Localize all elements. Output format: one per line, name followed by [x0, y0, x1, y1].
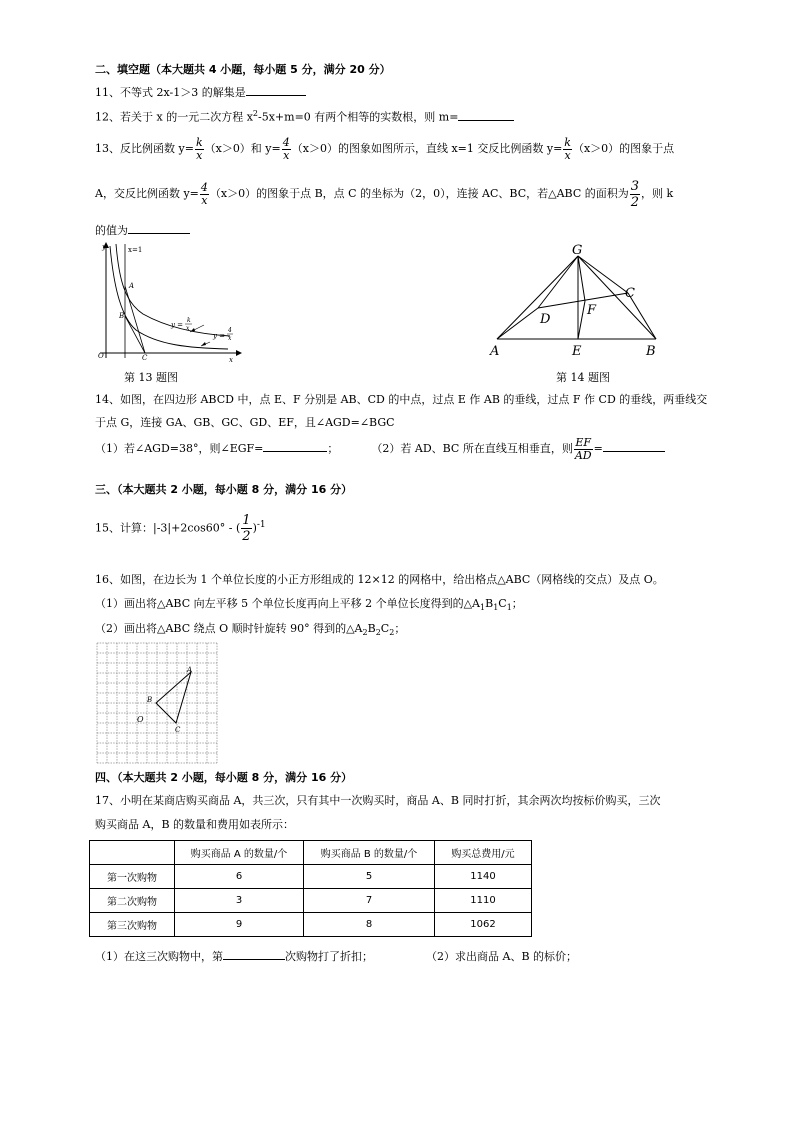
table-header-cell: 购买总费用/元: [435, 841, 532, 865]
q14-part-2: （2）若 AD、BC 所在直线互相垂直，则: [371, 442, 573, 455]
section-3-header: 三、（本大题共 2 小题，每小题 8 分，满分 16 分）: [95, 483, 353, 496]
table-cell: 1110: [435, 889, 532, 913]
q15-frac-1-over-2: $\frac{1}{2}$: [242, 513, 251, 545]
question-16-line-1: 16、如图，在边长为 1 个单位长度的小正方形组成的 12×12 的网格中，给出格点△ABC（网格线的交点）及点 O。: [95, 573, 664, 586]
q12-answer-blank[interactable]: [458, 109, 514, 121]
purchase-table: [89, 840, 532, 937]
fig13-caption: 第 13 题图: [124, 371, 178, 384]
fig14-segment-GC: [578, 256, 628, 293]
fig14-segment-GD: [538, 256, 578, 308]
fig14-segment-AD: [497, 308, 538, 339]
q13-l1-d: （x＞0）的图象于点: [572, 142, 675, 155]
section-2-header: 二、填空题（本大题共 4 小题，每小题 5 分，满分 20 分）: [95, 63, 391, 76]
fig13-label-B: B: [119, 312, 125, 320]
q12-superscript: 2: [252, 109, 258, 118]
question-17-parts: [95, 948, 577, 964]
fig13-label-O: O: [98, 352, 104, 360]
q14-part-1-blank[interactable]: [263, 440, 327, 452]
fig14-segment-GB: [578, 256, 656, 339]
table-cell: 6: [175, 865, 304, 889]
q14-frac-EF-over-AD: $\frac{EF}{AD}$: [574, 435, 592, 462]
fig16-triangle-ABC: [156, 672, 191, 723]
table-cell: 3: [175, 889, 304, 913]
q11-text: 11、不等式 2x-1＞3 的解集是: [95, 86, 246, 99]
table-header-cell: [90, 841, 175, 865]
table-cell: 1062: [435, 913, 532, 937]
fig14-label-A: A: [490, 344, 500, 359]
table-header-cell: 购买商品 B 的数量/个: [304, 841, 435, 865]
fig13-pointer-4-head: [201, 342, 206, 346]
fig13-label-curve-k: y =: [171, 321, 184, 329]
figure-16-grid: [96, 642, 218, 764]
question-16-line-2: （1）画出将△ABC 向左平移 5 个单位长度再向上平移 2 个单位长度得到的$\triangle A_1B_1C_1$；: [95, 597, 523, 613]
fig14-label-G: G: [572, 243, 583, 258]
question-14-parts: [95, 432, 665, 466]
fig14-segment-DC: [538, 293, 628, 308]
fig14-label-F: F: [587, 303, 597, 318]
table-cell: 第一次购物: [90, 865, 175, 889]
fig14-label-B: B: [646, 344, 656, 359]
q13-l3: 的值为: [95, 224, 128, 237]
figure-13: [88, 240, 248, 365]
table-header-row: [90, 841, 532, 865]
q11-answer-blank[interactable]: [246, 84, 306, 96]
q13-answer-blank[interactable]: [128, 222, 190, 234]
q13-l2-b: （x＞0）的图象于点 B，点 C 的坐标为（2，0），连接 AC、BC，若△ABC 的面积为: [209, 187, 629, 200]
q17-part-1-b: 次购物打了折扣；: [285, 950, 373, 963]
q14-part-1: （1）若∠AGD=38°，则∠EGF=: [95, 442, 264, 455]
fig13-label-A: A: [129, 282, 135, 290]
fig13-label-curve-4-den: x: [228, 335, 232, 342]
fig16-label-A: A: [187, 666, 193, 674]
q13-l2-c: ，则 k: [641, 187, 674, 200]
q13-l1-b: （x＞0）和 y=: [204, 142, 281, 155]
question-11: [95, 84, 306, 100]
fig13-label-curve-k-den: x: [186, 325, 190, 332]
question-17-line-1: 17、小明在某商店购买商品 A，共三次，只有其中一次购买时，商品 A、B 同时打折，其余两次均按标价购买，三次: [95, 794, 661, 807]
fig13-label-curve-4-num: 4: [228, 327, 232, 334]
question-13-line-3: [95, 222, 190, 238]
table-cell: 9: [175, 913, 304, 937]
q14-eq: =: [593, 442, 603, 455]
question-14-line-1: 14、如图，在四边形 ABCD 中，点 E、F 分别是 AB、CD 的中点，过点 E 作 AB 的垂线，过点 F 作 CD 的垂线，两垂线交: [95, 393, 708, 406]
question-12: [95, 107, 514, 125]
table-cell: 第三次购物: [90, 913, 175, 937]
figure-14: [485, 242, 665, 362]
fig16-label-B: B: [147, 696, 153, 704]
q15-pre: 15、计算：|-3|+2cos60° - (: [95, 521, 241, 535]
table-cell: 8: [304, 913, 435, 937]
fig16-label-O: O: [137, 715, 144, 724]
fig14-label-E: E: [572, 344, 582, 359]
q16-l2-pre: （1）画出将△ABC 向左平移 5 个单位长度再向上平移 2 个单位长度得到的△A: [95, 597, 480, 610]
fig16-gridlines: [97, 643, 217, 763]
q13-frac-k-over-x-2: $\frac{k}{x}$: [564, 135, 571, 162]
section-4-header: 四、（本大题共 2 小题，每小题 8 分，满分 16 分）: [95, 771, 353, 784]
fig13-label-curve-k-num: k: [187, 317, 191, 324]
table-cell: 7: [304, 889, 435, 913]
fig13-label-curve-4: y =: [213, 332, 226, 340]
fig14-segment-EF: [578, 301, 585, 339]
fig14-label-D: D: [540, 312, 551, 327]
fig13-label-x1: x=1: [128, 246, 143, 254]
q14-part-2-blank[interactable]: [603, 440, 665, 452]
table-cell: 1140: [435, 865, 532, 889]
q12-text-pre: 12、若关于 x 的一元二次方程 x: [95, 110, 253, 124]
question-14-line-2: 于点 G，连接 GA、GB、GC、GD、EF，且∠AGD=∠BGC: [95, 416, 395, 429]
question-16-line-3: （2）画出将△ABC 绕点 O 顺时针旋转 90° 得到的$\triangle A_2B_2C_2$；: [95, 622, 406, 638]
q16-l3-pre: （2）画出将△ABC 绕点 O 顺时针旋转 90° 得到的△A: [95, 622, 363, 635]
fig13-x-arrow: [236, 350, 242, 356]
q12-text-post: -5x+m=0 有两个相等的实数根，则 m=: [258, 110, 459, 124]
q13-frac-4-over-x: $\frac{4}{x}$: [282, 135, 290, 162]
table-header-cell: 购买商品 A 的数量/个: [175, 841, 304, 865]
question-13-line-2: [95, 177, 673, 211]
q17-part-1-blank[interactable]: [223, 948, 285, 960]
q15-exponent: -1: [256, 520, 266, 530]
q14-part-1-end: ；: [327, 442, 339, 455]
table-cell: 第二次购物: [90, 889, 175, 913]
table-row: [90, 889, 532, 913]
q13-l1-c: （x＞0）的图象如图所示，直线 x=1 交反比例函数 y=: [291, 142, 563, 155]
fig13-label-y: y: [102, 243, 106, 251]
table-row: [90, 913, 532, 937]
q13-frac-4-over-x-2: $\frac{4}{x}$: [200, 180, 208, 207]
q17-part-2: （2）求出商品 A、B 的标价；: [426, 950, 578, 963]
question-15: [95, 508, 266, 546]
q13-l1-a: 13、反比例函数 y=: [95, 142, 194, 155]
fig16-label-C: C: [175, 726, 181, 734]
q15-post: ): [252, 521, 257, 535]
q17-part-1-a: （1）在这三次购物中，第: [95, 950, 223, 963]
fig13-label-axis-x: x: [229, 356, 233, 364]
question-17-line-2: 购买商品 A，B 的数量和费用如表所示：: [95, 818, 295, 831]
fig13-label-C: C: [142, 354, 148, 362]
q13-l2-a: A，交反比例函数 y=: [95, 187, 199, 200]
fig14-label-C: C: [625, 286, 635, 301]
question-13-line-1: [95, 132, 674, 166]
fig14-caption: 第 14 题图: [556, 371, 610, 384]
table-row: [90, 865, 532, 889]
table-cell: 5: [304, 865, 435, 889]
q13-frac-k-over-x: $\frac{k}{x}$: [195, 135, 203, 162]
fig13-segment-BC: [125, 316, 145, 353]
fig14-segment-GA: [497, 256, 578, 339]
q13-frac-3-over-2: $\frac{3}{2}$: [630, 178, 640, 210]
